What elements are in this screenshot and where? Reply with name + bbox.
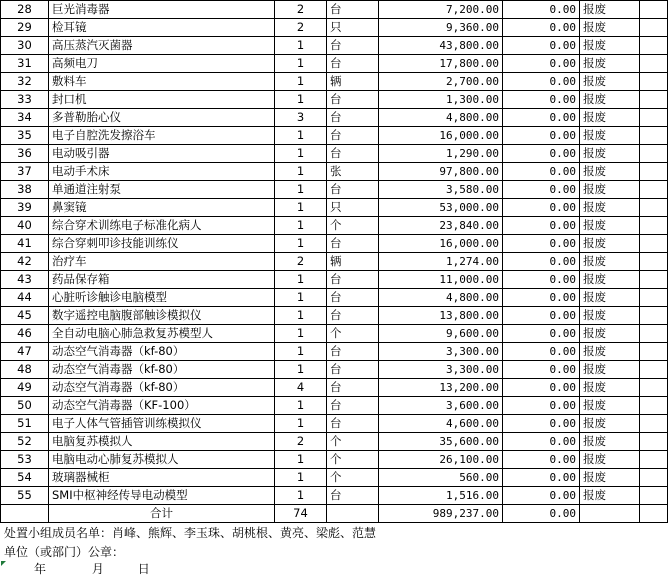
residual-value-cell[interactable]: 0.00 [503, 217, 580, 235]
blank-cell[interactable] [640, 487, 668, 505]
date-year: 年 [34, 562, 47, 576]
residual-value-cell[interactable]: 0.00 [503, 361, 580, 379]
unit-cell[interactable]: 台 [327, 145, 379, 163]
original-value-cell[interactable]: 3,300.00 [379, 343, 503, 361]
blank-cell[interactable] [640, 91, 668, 109]
quantity-cell[interactable]: 1 [275, 307, 327, 325]
unit-cell[interactable]: 个 [327, 451, 379, 469]
row-number-cell[interactable]: 50 [1, 397, 49, 415]
unit-cell[interactable]: 只 [327, 19, 379, 37]
original-value-cell[interactable]: 13,800.00 [379, 307, 503, 325]
original-value-cell[interactable]: 16,000.00 [379, 235, 503, 253]
residual-value-cell[interactable]: 0.00 [503, 415, 580, 433]
table-row [1, 289, 668, 307]
blank-cell[interactable] [640, 289, 668, 307]
residual-value-cell[interactable]: 0.00 [503, 19, 580, 37]
unit-cell[interactable]: 个 [327, 217, 379, 235]
row-number-cell[interactable]: 28 [1, 1, 49, 19]
blank-cell[interactable] [640, 1, 668, 19]
residual-value-cell[interactable]: 0.00 [503, 289, 580, 307]
disposal-status-cell[interactable]: 报废 [580, 109, 640, 127]
original-value-cell[interactable]: 23,840.00 [379, 217, 503, 235]
asset-name-cell[interactable]: 电脑电动心肺复苏模拟人 [49, 451, 275, 469]
quantity-cell[interactable]: 2 [275, 19, 327, 37]
unit-cell[interactable]: 台 [327, 37, 379, 55]
total-qty[interactable]: 74 [275, 505, 327, 523]
original-value-cell[interactable]: 17,800.00 [379, 55, 503, 73]
blank-cell[interactable] [640, 397, 668, 415]
original-value-cell[interactable]: 35,600.00 [379, 433, 503, 451]
asset-name-cell[interactable]: 全自动电脑心肺急救复苏模型人 [49, 325, 275, 343]
quantity-cell[interactable]: 1 [275, 451, 327, 469]
blank-cell[interactable] [640, 145, 668, 163]
row-number-cell[interactable]: 51 [1, 415, 49, 433]
row-number-cell[interactable]: 49 [1, 379, 49, 397]
unit-cell[interactable]: 台 [327, 235, 379, 253]
unit-cell[interactable]: 台 [327, 91, 379, 109]
quantity-cell[interactable]: 1 [275, 37, 327, 55]
original-value-cell[interactable]: 1,274.00 [379, 253, 503, 271]
residual-value-cell[interactable]: 0.00 [503, 37, 580, 55]
row-number-cell[interactable]: 35 [1, 127, 49, 145]
table-body [1, 1, 668, 505]
row-number-cell[interactable]: 38 [1, 181, 49, 199]
blank-cell[interactable] [640, 163, 668, 181]
total-label[interactable]: 合计 [49, 505, 275, 523]
unit-cell[interactable]: 台 [327, 271, 379, 289]
asset-name-cell[interactable]: 电脑复苏模拟人 [49, 433, 275, 451]
original-value-cell[interactable]: 53,000.00 [379, 199, 503, 217]
original-value-cell[interactable]: 7,200.00 [379, 1, 503, 19]
residual-value-cell[interactable]: 0.00 [503, 127, 580, 145]
residual-value-cell[interactable]: 0.00 [503, 1, 580, 19]
row-number-cell[interactable]: 55 [1, 487, 49, 505]
disposal-status-cell[interactable]: 报废 [580, 325, 640, 343]
table-row [1, 109, 668, 127]
quantity-cell[interactable]: 2 [275, 433, 327, 451]
row-number-cell[interactable]: 52 [1, 433, 49, 451]
quantity-cell[interactable]: 2 [275, 253, 327, 271]
blank-cell[interactable] [640, 253, 668, 271]
residual-value-cell[interactable]: 0.00 [503, 433, 580, 451]
table-row [1, 91, 668, 109]
residual-value-cell[interactable]: 0.00 [503, 181, 580, 199]
total-residual[interactable]: 0.00 [503, 505, 580, 523]
unit-cell[interactable]: 台 [327, 415, 379, 433]
asset-name-cell[interactable]: 综合穿术训练电子标准化病人 [49, 217, 275, 235]
quantity-cell[interactable]: 1 [275, 397, 327, 415]
disposal-status-cell[interactable]: 报废 [580, 289, 640, 307]
asset-name-cell[interactable]: 动态空气消毒器（KF-100） [49, 397, 275, 415]
disposal-status-cell[interactable]: 报废 [580, 271, 640, 289]
residual-value-cell[interactable]: 0.00 [503, 307, 580, 325]
quantity-cell[interactable]: 1 [275, 235, 327, 253]
table-row [1, 1, 668, 19]
table-row [1, 343, 668, 361]
asset-name-cell[interactable]: 玻璃器械柜 [49, 469, 275, 487]
blank-cell[interactable] [640, 271, 668, 289]
row-number-cell[interactable]: 53 [1, 451, 49, 469]
original-value-cell[interactable]: 3,300.00 [379, 361, 503, 379]
original-value-cell[interactable]: 1,516.00 [379, 487, 503, 505]
row-number-cell[interactable]: 47 [1, 343, 49, 361]
original-value-cell[interactable]: 4,800.00 [379, 289, 503, 307]
asset-name-cell[interactable]: 单通道注射泵 [49, 181, 275, 199]
table-row [1, 451, 668, 469]
quantity-cell[interactable]: 1 [275, 73, 327, 91]
blank-cell[interactable] [640, 199, 668, 217]
unit-cell[interactable]: 只 [327, 199, 379, 217]
original-value-cell[interactable]: 560.00 [379, 469, 503, 487]
blank-cell[interactable] [640, 217, 668, 235]
original-value-cell[interactable]: 11,000.00 [379, 271, 503, 289]
unit-cell[interactable]: 台 [327, 109, 379, 127]
original-value-cell[interactable]: 26,100.00 [379, 451, 503, 469]
disposal-members: 处置小组成员名单：肖峰、熊辉、李玉珠、胡桃根、黄亮、梁彪、范慧 [4, 526, 377, 540]
original-value-cell[interactable]: 4,600.00 [379, 415, 503, 433]
table-row [1, 361, 668, 379]
unit-cell[interactable]: 台 [327, 487, 379, 505]
original-value-cell[interactable]: 9,360.00 [379, 19, 503, 37]
asset-name-cell[interactable]: 检耳镜 [49, 19, 275, 37]
blank-cell[interactable] [640, 451, 668, 469]
residual-value-cell[interactable]: 0.00 [503, 55, 580, 73]
row-number-cell[interactable]: 31 [1, 55, 49, 73]
disposal-status-cell[interactable]: 报废 [580, 487, 640, 505]
disposal-status-cell[interactable]: 报废 [580, 433, 640, 451]
residual-value-cell[interactable]: 0.00 [503, 163, 580, 181]
total-status-cell[interactable] [580, 505, 640, 523]
residual-value-cell[interactable]: 0.00 [503, 199, 580, 217]
date-month: 月 [91, 562, 104, 576]
original-value-cell[interactable]: 3,580.00 [379, 181, 503, 199]
quantity-cell[interactable]: 1 [275, 163, 327, 181]
table-row [1, 37, 668, 55]
blank-cell[interactable] [640, 325, 668, 343]
row-number-cell[interactable]: 36 [1, 145, 49, 163]
residual-value-cell[interactable]: 0.00 [503, 253, 580, 271]
disposal-status-cell[interactable]: 报废 [580, 361, 640, 379]
unit-cell[interactable]: 台 [327, 307, 379, 325]
quantity-cell[interactable]: 1 [275, 487, 327, 505]
asset-name-cell[interactable]: 封口机 [49, 91, 275, 109]
asset-name-cell[interactable]: 药品保存箱 [49, 271, 275, 289]
disposal-status-cell[interactable]: 报废 [580, 343, 640, 361]
original-value-cell[interactable]: 2,700.00 [379, 73, 503, 91]
original-value-cell[interactable]: 13,200.00 [379, 379, 503, 397]
blank-cell[interactable] [640, 415, 668, 433]
unit-seal: 单位（或部门）公章： [4, 545, 125, 559]
date-line [0, 560, 150, 577]
row-number-cell[interactable]: 29 [1, 19, 49, 37]
row-number-cell[interactable]: 45 [1, 307, 49, 325]
unit-cell[interactable]: 台 [327, 127, 379, 145]
asset-name-cell[interactable]: 巨光消毒器 [49, 1, 275, 19]
row-number-cell[interactable]: 54 [1, 469, 49, 487]
blank-cell[interactable] [640, 433, 668, 451]
disposal-status-cell[interactable]: 报废 [580, 397, 640, 415]
asset-name-cell[interactable]: 电子人体气管插管训练模拟仪 [49, 415, 275, 433]
total-row [1, 505, 668, 523]
quantity-cell[interactable]: 1 [275, 145, 327, 163]
quantity-cell[interactable]: 1 [275, 217, 327, 235]
blank-cell[interactable] [640, 343, 668, 361]
disposal-status-cell[interactable]: 报废 [580, 19, 640, 37]
asset-name-cell[interactable]: 动态空气消毒器（kf-80） [49, 379, 275, 397]
quantity-cell[interactable]: 1 [275, 55, 327, 73]
quantity-cell[interactable]: 1 [275, 271, 327, 289]
residual-value-cell[interactable]: 0.00 [503, 235, 580, 253]
residual-value-cell[interactable]: 0.00 [503, 379, 580, 397]
original-value-cell[interactable]: 1,290.00 [379, 145, 503, 163]
unit-cell[interactable]: 台 [327, 343, 379, 361]
original-value-cell[interactable]: 43,800.00 [379, 37, 503, 55]
asset-name-cell[interactable]: SMI中枢神经传导电动模型 [49, 487, 275, 505]
disposal-status-cell[interactable]: 报废 [580, 451, 640, 469]
unit-cell[interactable]: 台 [327, 1, 379, 19]
disposal-status-cell[interactable]: 报废 [580, 163, 640, 181]
blank-cell[interactable] [640, 379, 668, 397]
row-number-cell[interactable]: 32 [1, 73, 49, 91]
original-value-cell[interactable]: 9,600.00 [379, 325, 503, 343]
blank-cell[interactable] [640, 127, 668, 145]
blank-cell[interactable] [640, 109, 668, 127]
residual-value-cell[interactable]: 0.00 [503, 451, 580, 469]
quantity-cell[interactable]: 1 [275, 91, 327, 109]
row-number-cell[interactable]: 46 [1, 325, 49, 343]
table-row [1, 235, 668, 253]
unit-cell[interactable]: 台 [327, 379, 379, 397]
unit-cell[interactable]: 台 [327, 289, 379, 307]
table-row [1, 199, 668, 217]
row-number-cell[interactable]: 33 [1, 91, 49, 109]
table-row [1, 307, 668, 325]
table-row [1, 271, 668, 289]
row-number-cell[interactable]: 41 [1, 235, 49, 253]
residual-value-cell[interactable]: 0.00 [503, 271, 580, 289]
original-value-cell[interactable]: 4,800.00 [379, 109, 503, 127]
original-value-cell[interactable]: 16,000.00 [379, 127, 503, 145]
original-value-cell[interactable]: 3,600.00 [379, 397, 503, 415]
blank-cell[interactable] [640, 181, 668, 199]
asset-name-cell[interactable]: 电动吸引器 [49, 145, 275, 163]
unit-cell[interactable]: 张 [327, 163, 379, 181]
disposal-status-cell[interactable]: 报废 [580, 415, 640, 433]
row-number-cell[interactable]: 37 [1, 163, 49, 181]
blank-cell[interactable] [640, 37, 668, 55]
disposal-status-cell[interactable]: 报废 [580, 469, 640, 487]
date-day: 日 [137, 562, 150, 576]
disposal-status-cell[interactable]: 报废 [580, 1, 640, 19]
asset-name-cell[interactable]: 多普勒胎心仪 [49, 109, 275, 127]
quantity-cell[interactable]: 1 [275, 469, 327, 487]
row-number-cell[interactable]: 34 [1, 109, 49, 127]
quantity-cell[interactable]: 1 [275, 199, 327, 217]
quantity-cell[interactable]: 1 [275, 343, 327, 361]
disposal-status-cell[interactable]: 报废 [580, 217, 640, 235]
residual-value-cell[interactable]: 0.00 [503, 73, 580, 91]
asset-name-cell[interactable]: 综合穿刺叩诊技能训练仪 [49, 235, 275, 253]
residual-value-cell[interactable]: 0.00 [503, 487, 580, 505]
blank-cell[interactable] [640, 307, 668, 325]
row-number-cell[interactable]: 39 [1, 199, 49, 217]
table-row [1, 163, 668, 181]
disposal-status-cell[interactable]: 报废 [580, 307, 640, 325]
row-number-cell[interactable]: 48 [1, 361, 49, 379]
table-row [1, 469, 668, 487]
row-number-cell[interactable]: 30 [1, 37, 49, 55]
table-row [1, 73, 668, 91]
table-row [1, 379, 668, 397]
total-amount[interactable]: 989,237.00 [379, 505, 503, 523]
table-row [1, 487, 668, 505]
disposal-status-cell[interactable]: 报废 [580, 379, 640, 397]
asset-name-cell[interactable]: 电动手术床 [49, 163, 275, 181]
unit-cell[interactable]: 辆 [327, 253, 379, 271]
unit-cell[interactable]: 台 [327, 361, 379, 379]
asset-name-cell[interactable]: 治疗车 [49, 253, 275, 271]
table-row [1, 397, 668, 415]
quantity-cell[interactable]: 3 [275, 109, 327, 127]
quantity-cell[interactable]: 2 [275, 1, 327, 19]
disposal-status-cell[interactable]: 报废 [580, 181, 640, 199]
blank-cell[interactable] [640, 469, 668, 487]
original-value-cell[interactable]: 97,800.00 [379, 163, 503, 181]
asset-name-cell[interactable]: 高频电刀 [49, 55, 275, 73]
blank-cell[interactable] [640, 55, 668, 73]
row-number-cell[interactable]: 40 [1, 217, 49, 235]
disposal-status-cell[interactable]: 报废 [580, 37, 640, 55]
table-row [1, 181, 668, 199]
disposal-status-cell[interactable]: 报废 [580, 91, 640, 109]
original-value-cell[interactable]: 1,300.00 [379, 91, 503, 109]
table-row [1, 55, 668, 73]
asset-name-cell[interactable]: 动态空气消毒器（kf-80） [49, 343, 275, 361]
residual-value-cell[interactable]: 0.00 [503, 325, 580, 343]
blank-cell[interactable] [640, 235, 668, 253]
blank-cell[interactable] [640, 73, 668, 91]
unit-cell[interactable]: 个 [327, 469, 379, 487]
asset-name-cell[interactable]: 电子自腔洗发擦浴车 [49, 127, 275, 145]
table-row [1, 433, 668, 451]
table-row [1, 253, 668, 271]
table-row [1, 127, 668, 145]
quantity-cell[interactable]: 1 [275, 181, 327, 199]
quantity-cell[interactable]: 1 [275, 127, 327, 145]
table-row [1, 415, 668, 433]
unit-cell[interactable]: 个 [327, 433, 379, 451]
disposal-status-cell[interactable]: 报废 [580, 55, 640, 73]
total-unit-cell[interactable] [327, 505, 379, 523]
blank-cell[interactable] [640, 361, 668, 379]
unit-cell[interactable]: 台 [327, 181, 379, 199]
residual-value-cell[interactable]: 0.00 [503, 109, 580, 127]
asset-name-cell[interactable]: 高压蒸汽灭菌器 [49, 37, 275, 55]
total-spacer [1, 505, 49, 523]
residual-value-cell[interactable]: 0.00 [503, 91, 580, 109]
table-row [1, 145, 668, 163]
quantity-cell[interactable]: 4 [275, 379, 327, 397]
quantity-cell[interactable]: 1 [275, 361, 327, 379]
table-row [1, 19, 668, 37]
disposal-status-cell[interactable]: 报废 [580, 199, 640, 217]
unit-cell[interactable]: 个 [327, 325, 379, 343]
residual-value-cell[interactable]: 0.00 [503, 469, 580, 487]
asset-name-cell[interactable]: 鼻窦镜 [49, 199, 275, 217]
asset-name-cell[interactable]: 敷料车 [49, 73, 275, 91]
disposal-status-cell[interactable]: 报废 [580, 253, 640, 271]
residual-value-cell[interactable]: 0.00 [503, 343, 580, 361]
row-number-cell[interactable]: 42 [1, 253, 49, 271]
table-row [1, 325, 668, 343]
unit-cell[interactable]: 台 [327, 55, 379, 73]
blank-cell[interactable] [640, 19, 668, 37]
disposal-status-cell[interactable]: 报废 [580, 73, 640, 91]
total-blank-cell[interactable] [640, 505, 668, 523]
unit-cell[interactable]: 台 [327, 397, 379, 415]
asset-name-cell[interactable]: 数字遥控电脑腹部触诊模拟仪 [49, 307, 275, 325]
asset-name-cell[interactable]: 心脏听诊触诊电脑模型 [49, 289, 275, 307]
quantity-cell[interactable]: 1 [275, 289, 327, 307]
residual-value-cell[interactable]: 0.00 [503, 397, 580, 415]
row-number-cell[interactable]: 44 [1, 289, 49, 307]
table-row [1, 217, 668, 235]
quantity-cell[interactable]: 1 [275, 415, 327, 433]
disposal-status-cell[interactable]: 报废 [580, 235, 640, 253]
residual-value-cell[interactable]: 0.00 [503, 145, 580, 163]
unit-cell[interactable]: 辆 [327, 73, 379, 91]
quantity-cell[interactable]: 1 [275, 325, 327, 343]
row-number-cell[interactable]: 43 [1, 271, 49, 289]
disposal-status-cell[interactable]: 报废 [580, 127, 640, 145]
disposal-status-cell[interactable]: 报废 [580, 145, 640, 163]
asset-name-cell[interactable]: 动态空气消毒器（kf-80） [49, 361, 275, 379]
